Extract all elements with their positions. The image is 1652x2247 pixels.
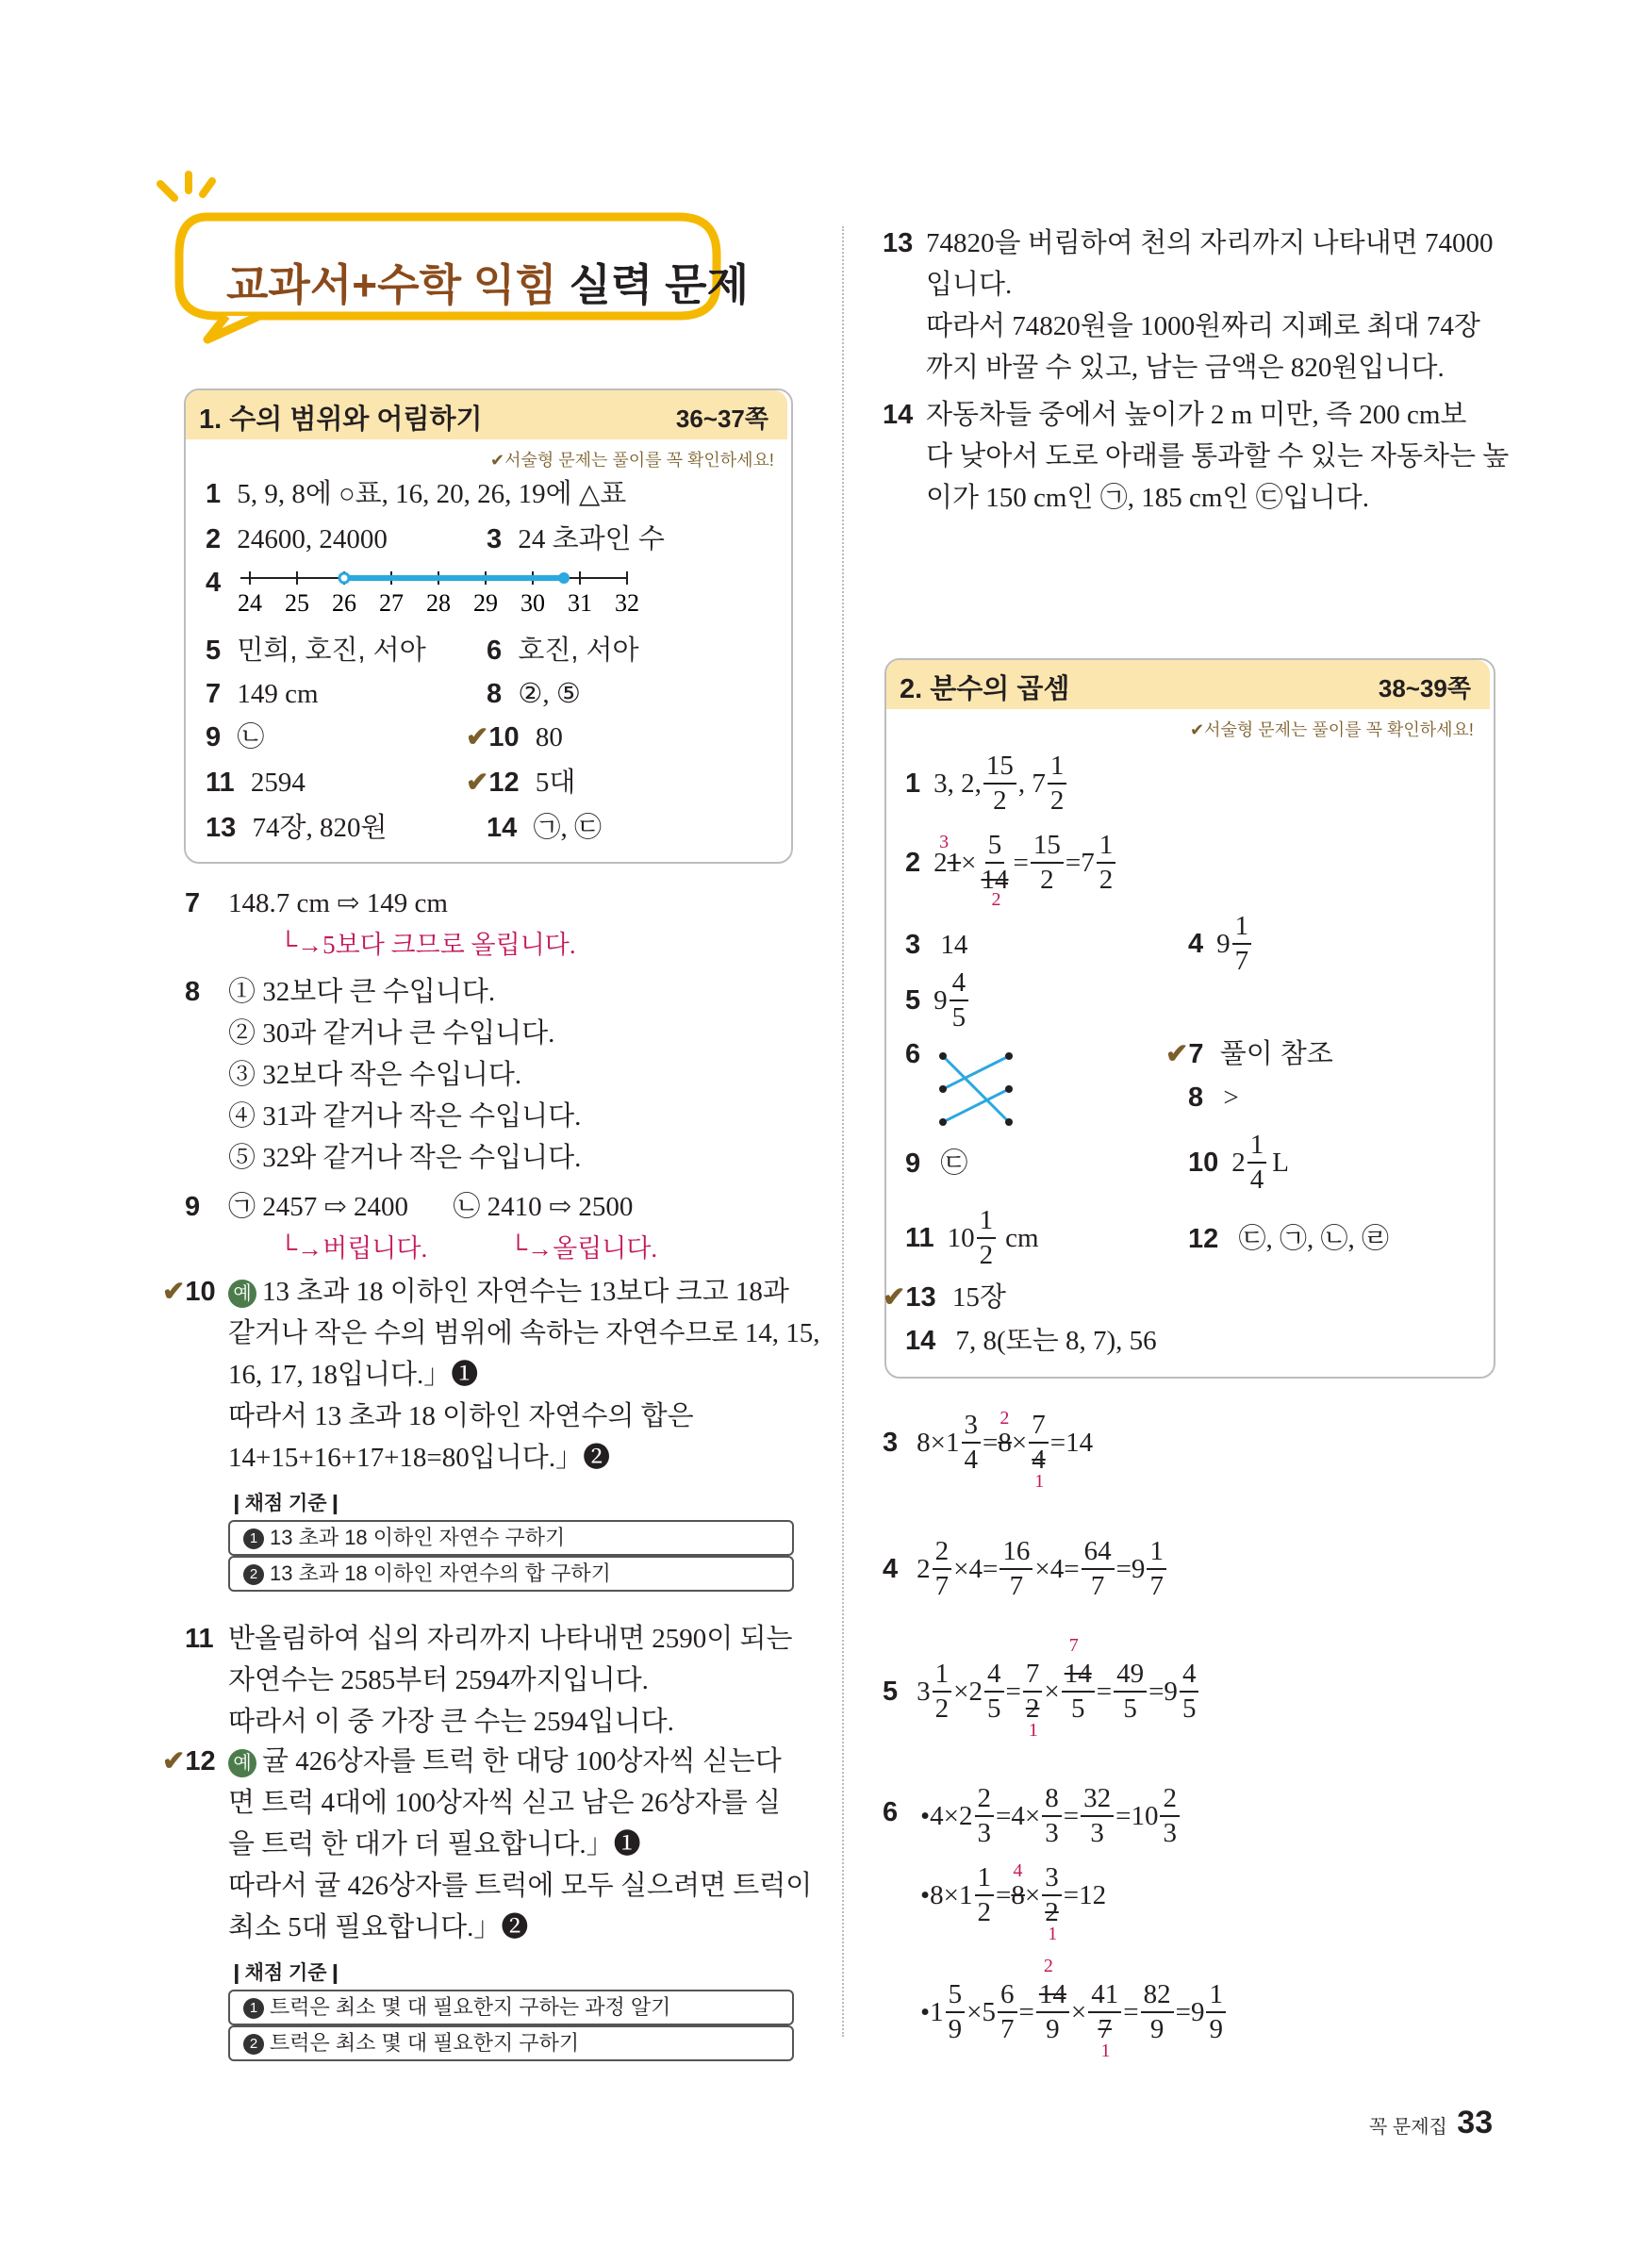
crit-label-12: ❙채점 기준❙ <box>228 1962 344 1984</box>
s1-answer-9: 9 ㉡ <box>206 722 265 752</box>
number-line-tick-label: 26 <box>332 589 356 617</box>
number-line-tick-label: 27 <box>379 589 404 617</box>
sol-line: 같거나 작은 수의 범위에 속하는 자연수므로 14, 15, <box>228 1318 820 1348</box>
section2-header <box>886 660 1490 709</box>
fraction: $\frac{6}{7}$ <box>998 1981 1017 2043</box>
fraction: $\frac{1}{7}$ <box>1147 1538 1166 1600</box>
number-line-tick-label: 24 <box>238 589 262 617</box>
fraction: $\frac{15}{2}$ <box>1031 832 1064 894</box>
sol-line: ⑤ 32와 같거나 작은 수입니다. <box>228 1143 582 1173</box>
crit-12-row-2: 2 트럭은 최소 몇 대 필요한지 구하기 <box>228 2025 794 2061</box>
fraction: $\frac{2}{3}$ <box>1160 1785 1180 1847</box>
fraction: $\frac{32}{3}$ <box>1081 1785 1114 1847</box>
sol-line: ④ 31과 같거나 작은 수입니다. <box>228 1101 582 1132</box>
match-line <box>943 1089 1009 1122</box>
page-number: 33 <box>1457 2105 1494 2140</box>
footer-label: 꼭 문제집 <box>1369 2117 1447 2138</box>
check-icon: ✔ <box>1165 1039 1189 1069</box>
sol-line: 14+15+16+17+18=80입니다.」❷ <box>228 1443 611 1473</box>
s2-answer-6: 6 <box>905 1039 921 1069</box>
example-badge: 예 <box>228 1280 256 1308</box>
column-divider <box>842 226 844 2037</box>
sol-13-right: 13 74820을 버림하여 천의 자리까지 나타내면 74000 입니다. 따라서 74820원을 1000원짜리 지폐로 최대 74장 까지 바꿀 수 있고, 남는 금액은 820원입니다. <box>883 223 1505 388</box>
fraction: 3 2 1 <box>1042 1864 1062 1926</box>
sol-line: 입니다. <box>926 270 1013 300</box>
number-line-tick-label: 30 <box>520 589 545 617</box>
crit-10-row-1: 1 13 초과 18 이하인 자연수 구하기 <box>228 1520 794 1556</box>
fraction: $\frac{3}{4}$ <box>962 1412 982 1474</box>
s2-answer-1: 1 3, 2, $\frac{15}{2}$ , 7 $\frac{1}{2}$ <box>905 751 1068 817</box>
sol-line: 자동차들 중에서 높이가 2 m 미만, 즉 200 cm보 <box>926 400 1467 430</box>
check-icon: ✔ <box>1190 720 1205 739</box>
sol-line: 따라서 이 중 가장 큰 수는 2594입니다. <box>228 1707 674 1737</box>
check-icon: ✔ <box>466 768 489 798</box>
fraction: $\frac{1}{2}$ <box>933 1660 952 1723</box>
s2-answer-5: 5 9 $\frac{4}{5}$ <box>905 967 970 1033</box>
s2-answer-4: 4 9 $\frac{1}{7}$ <box>1188 911 1253 977</box>
s1-answer-4: 4 <box>206 568 222 598</box>
header-title-part2: 실력 문제 <box>569 260 750 309</box>
fraction: $\frac{1}{4}$ <box>1247 1132 1267 1194</box>
sol-line: 16, 17, 18입니다.」❶ <box>228 1360 479 1390</box>
fraction: 41 7 1 <box>1088 1981 1121 2043</box>
s1-answer-11: 11 2594 <box>206 768 306 798</box>
crit-10-row-2: 2 13 초과 18 이하인 자연수의 합 구하기 <box>228 1556 794 1592</box>
s1-answer-10: ✔10 80 <box>466 722 563 752</box>
check-icon: ✔ <box>883 1282 906 1313</box>
sol-7: 7 148.7 cm ⇨ 149 cm └→5보다 크므로 올립니다. <box>185 888 576 959</box>
example-badge: 예 <box>228 1749 256 1777</box>
s1-answer-3: 3 24 초과인 수 <box>487 524 665 554</box>
sol-14-right: 14 자동차들 중에서 높이가 2 m 미만, 즉 200 cm보 다 낮아서 도로 아래를 통과할 수 있는 자동차는 높 이가 150 cm인 ㉠, 185 cm인 ㉢입니다. <box>883 394 1505 519</box>
fraction: 14 2 9 <box>1036 1981 1069 2043</box>
s2-answer-14: 14 7, 8(또는 8, 7), 56 <box>905 1326 1157 1356</box>
number-line-tick-label: 29 <box>473 589 498 617</box>
sol-line: 따라서 13 초과 18 이하인 자연수의 합은 <box>228 1401 694 1431</box>
fraction: $\frac{4}{5}$ <box>1180 1660 1199 1723</box>
sol-8-lines <box>228 971 807 1179</box>
fraction: 7 2 1 <box>1023 1660 1043 1723</box>
sol-line: ① 32보다 큰 수입니다. <box>228 977 496 1007</box>
fraction: $\frac{4}{5}$ <box>984 1660 1004 1723</box>
section2-pages: 38~39쪽 <box>1378 674 1471 702</box>
sol-12-lines <box>228 1741 813 1948</box>
s1-answer-2: 2 24600, 24000 <box>206 524 388 554</box>
s1-answer-13: 13 74장, 820원 <box>206 813 388 843</box>
fraction: $\frac{4}{5}$ <box>950 969 969 1032</box>
sol-line: 면 트럭 4대에 100상자씩 싣고 남은 26상자를 실 <box>228 1788 781 1818</box>
number-line-closed-point <box>558 572 570 584</box>
fraction: $\frac{15}{2}$ <box>983 752 1016 815</box>
section1-title: 1. 수의 범위와 어림하기 <box>199 405 483 435</box>
s1-answer-12: ✔12 5대 <box>466 768 576 798</box>
match-line <box>943 1056 1009 1089</box>
fraction: $\frac{1}{9}$ <box>1206 1981 1226 2043</box>
sol-line: 까지 바꿀 수 있고, 남는 금액은 820원입니다. <box>926 353 1445 383</box>
s2-answer-11: 11 10 $\frac{1}{2}$ cm <box>905 1205 1039 1270</box>
sol-10-lines <box>228 1271 820 1479</box>
sol-line: 다 낮아서 도로 아래를 통과할 수 있는 자동차는 높 <box>926 441 1510 471</box>
sol-12: ✔12 예 귤 426상자를 트럭 한 대당 100상자씩 싣는다 면 트럭 4대에 100상자씩 싣고 남은 26상자를 실 을 트럭 한 대가 더 필요합니다.」❶ 따라서 귤 426상자를 트럭에 모두 실으려면 트럭이 최소 5대 필요합니다.」❷ <box>162 1741 813 1948</box>
crit-12-row-1: 1 트럭은 최소 몇 대 필요한지 구하는 과정 알기 <box>228 1990 794 2025</box>
fraction: $\frac{1}{2}$ <box>1048 752 1067 815</box>
fraction: $\frac{5}{9}$ <box>946 1981 966 2043</box>
fraction: $\frac{1}{7}$ <box>1232 913 1252 975</box>
section1-pages: 36~37쪽 <box>675 405 768 433</box>
fraction: 5 14 2 <box>981 830 1009 910</box>
sol-line: ② 30과 같거나 큰 수입니다. <box>228 1018 555 1049</box>
header-title-part1: 교과서+수학 익힘 <box>226 260 557 309</box>
sol-r4: 4 2 $\frac{2}{7}$ ×4= $\frac{16}{7}$ ×4= $\frac{64}{7}$ =9 $\frac{1}{7}$ <box>883 1531 1168 1607</box>
s1-answer-14: 14 ㉠, ㉢ <box>487 813 603 843</box>
matching-diagram <box>933 1047 1018 1132</box>
sol-r5: 5 3 $\frac{1}{2}$ ×2 $\frac{4}{5}$ = 7 2 1 × 14 7 5 = $\frac{49}{5}$ =9 $\frac{4}{5}$ <box>883 1654 1200 1729</box>
s2-answer-12: 12 ㉢, ㉠, ㉡, ㉣ <box>1188 1224 1390 1254</box>
s2-answer-10: 10 2 $\frac{1}{4}$ L <box>1188 1130 1289 1195</box>
section2-note: ✔서술형 문제는 풀이를 꼭 확인하세요! <box>1190 720 1474 739</box>
sol-10: ✔10 예 13 초과 18 이하인 자연수는 13보다 크고 18과 같거나 작은 수의 범위에 속하는 자연수므로 14, 15, 16, 17, 18입니다.」❶ 따라서 13 초과 18 이하인 자연수의 합은 14+15+16+17+18=80입니다.」❷ <box>162 1271 813 1479</box>
sol-r6: 6 <box>883 1797 899 1827</box>
number-line-tick-label: 25 <box>285 589 309 617</box>
sol-line: 따라서 74820원을 1000원짜리 지폐로 최대 74장 <box>926 311 1480 341</box>
fraction: 7 4 1 <box>1029 1412 1049 1474</box>
sol-line: 반올림하여 십의 자리까지 나타내면 2590이 되는 <box>228 1624 793 1654</box>
sol-r6-line3: •1 $\frac{5}{9}$ ×5 $\frac{6}{7}$ = 14 2 9 × 41 7 1 = $\frac{82}{9}$ =9 $\frac{1}{9}$ <box>920 1974 1228 2050</box>
check-icon: ✔ <box>162 1277 186 1307</box>
sol-r3: 3 8×1 $\frac{3}{4}$ = 8 2 × 7 4 1 =14 <box>883 1408 1094 1492</box>
s1-answer-8: 8 ②, ⑤ <box>487 679 581 709</box>
sol-13-lines <box>926 223 1505 388</box>
number-line-tick-label: 32 <box>615 589 639 617</box>
section2-title: 2. 분수의 곱셈 <box>900 674 1070 704</box>
sol-9: 9 ㉠ 2457 ⇨ 2400 ㉡ 2410 ⇨ 2500 └→버립니다. └→올립니다. <box>185 1192 658 1263</box>
match-line <box>943 1056 1009 1122</box>
fraction: $\frac{1}{2}$ <box>977 1207 997 1269</box>
check-icon: ✔ <box>466 722 489 752</box>
header-badge <box>160 198 750 339</box>
crit-label-10: ❙채점 기준❙ <box>228 1493 344 1514</box>
fraction: $\frac{16}{7}$ <box>999 1538 1032 1600</box>
s1-answer-5: 5 민희, 호진, 서아 <box>206 636 426 666</box>
fraction: $\frac{2}{3}$ <box>975 1785 995 1847</box>
s2-answer-13: ✔13 15장 <box>883 1282 1006 1313</box>
fraction: $\frac{8}{3}$ <box>1042 1785 1062 1847</box>
s2-answer-9: 9 ㉢ <box>905 1148 968 1179</box>
sol-line: 따라서 귤 426상자를 트럭에 모두 실으려면 트럭이 <box>228 1871 813 1901</box>
number-line-tick-label: 28 <box>426 589 451 617</box>
section1-header <box>186 390 787 439</box>
s1-answer-1: 1 5, 9, 8에 ○표, 16, 20, 26, 19에 △표 <box>206 479 627 509</box>
sol-r6-line2: •8×1 $\frac{1}{2}$ = 8 4 × 3 2 1 =12 <box>920 1860 1107 1944</box>
sol-8: 8 ① 32보다 큰 수입니다. ② 30과 같거나 큰 수입니다. ③ 32보다 작은 수입니다. ④ 31과 같거나 작은 수입니다. ⑤ 32와 같거나 작은 수입니다. <box>185 971 807 1179</box>
s2-answer-2: 2 21 3 × 5 14 2 = $\frac{15}{2}$ =7 $\frac{1}{2}$ <box>905 830 1117 896</box>
sol-r6-line1: •4×2 $\frac{2}{3}$ =4× $\frac{8}{3}$ = $\frac{32}{3}$ =10 $\frac{2}{3}$ <box>920 1778 1181 1854</box>
sol-line: 74820을 버림하여 천의 자리까지 나타내면 74000 <box>926 228 1494 258</box>
s2-answer-7: ✔7 풀이 참조 <box>1165 1039 1333 1069</box>
fraction: 14 7 5 <box>1062 1660 1095 1723</box>
s1-answer-6: 6 호진, 서아 <box>487 636 639 666</box>
sol-line: ③ 32보다 작은 수입니다. <box>228 1060 522 1090</box>
s2-answer-8: 8 > <box>1188 1082 1239 1113</box>
sol-11-lines <box>228 1618 817 1743</box>
s2-answer-3: 3 14 <box>905 930 968 960</box>
number-line-open-point <box>339 573 349 583</box>
footer <box>1369 2105 1493 2141</box>
fraction: $\frac{82}{9}$ <box>1141 1981 1174 2043</box>
section1-note: ✔서술형 문제는 풀이를 꼭 확인하세요! <box>490 451 774 470</box>
s1-answer-7: 7 149 cm <box>206 679 319 709</box>
sol-line: 이가 150 cm인 ㉠, 185 cm인 ㉢입니다. <box>926 483 1369 513</box>
fraction: $\frac{1}{2}$ <box>1097 832 1116 894</box>
sol-line: 을 트럭 한 대가 더 필요합니다.」❶ <box>228 1829 641 1859</box>
fraction: $\frac{1}{2}$ <box>975 1864 995 1926</box>
fraction: $\frac{49}{5}$ <box>1114 1660 1147 1723</box>
fraction: $\frac{2}{7}$ <box>933 1538 952 1600</box>
fraction: $\frac{64}{7}$ <box>1082 1538 1115 1600</box>
sol-line: 최소 5대 필요합니다.」❷ <box>228 1912 529 1942</box>
number-line <box>236 564 639 630</box>
sol-line: 예 귤 426상자를 트럭 한 대당 100상자씩 싣는다 <box>228 1741 813 1782</box>
sol-11: 11 반올림하여 십의 자리까지 나타내면 2590이 되는 자연수는 2585부터 2594까지입니다. 따라서 이 중 가장 큰 수는 2594입니다. <box>185 1618 817 1743</box>
check-icon: ✔ <box>490 451 505 470</box>
sol-line: 예 13 초과 18 이하인 자연수는 13보다 크고 18과 <box>228 1271 813 1313</box>
check-icon: ✔ <box>162 1746 186 1776</box>
number-line-tick-label: 31 <box>568 589 592 617</box>
sol-line: 자연수는 2585부터 2594까지입니다. <box>228 1665 649 1695</box>
sol-14-lines <box>926 394 1510 519</box>
